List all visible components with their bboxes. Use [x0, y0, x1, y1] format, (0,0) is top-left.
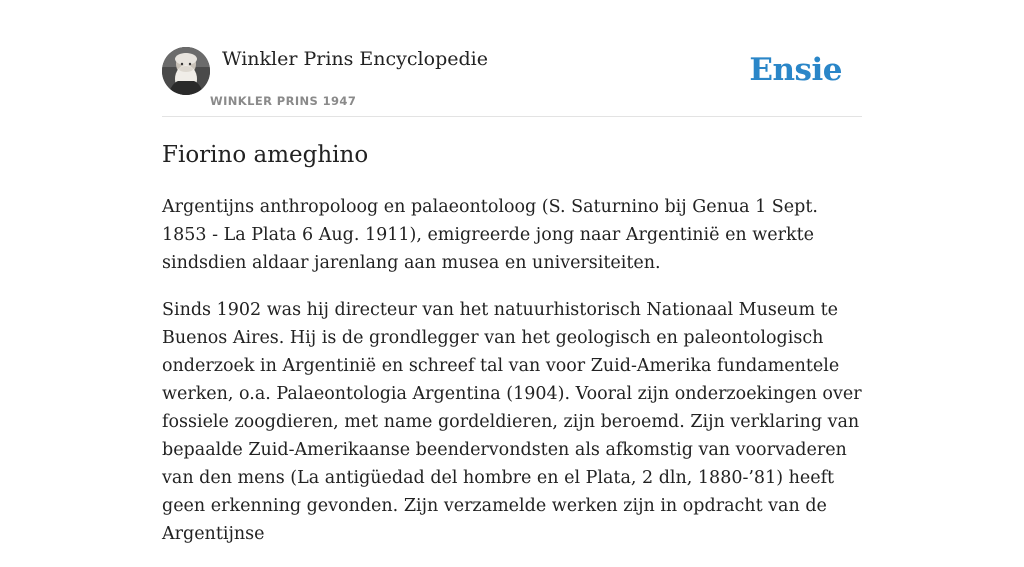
article-paragraph: Sinds 1902 was hij directeur van het natuurhistorisch Nationaal Museum te Buenos Aires. Hij is de grondlegger van het geologisch en paleontologisch onderzoek in Argentinië en schreef tal van voor Zuid-Amerika fundamentele werken, o.a. Palaeontologia Argentina (1904). Vooral zijn onderzoekingen over fossiele zoogdieren, met name gordeldieren, zijn beroemd. Zijn verklaring van bepaalde Zuid-Amerikaanse beendervondsten als afkomstig van voorvaderen van den mens (La antigüedad del hombre en el Plata, 2 dln, 1880-’81) heeft geen erkenning gevonden. Zijn verzamelde werken zijn in opdracht van de Argentijnse [162, 300, 862, 544]
article-body [162, 193, 862, 567]
site-header [162, 0, 862, 117]
article-paragraph: Argentijns anthropoloog en palaeontoloog (S. Saturnino bij Genua 1 Sept. 1853 - La Plata 6 Aug. 1911), emigreerde jong naar Argentinië en werkte sindsdien aldaar jarenlang aan musea en universiteiten. [162, 197, 818, 273]
page [162, 0, 862, 544]
site-subtitle[interactable]: WINKLER PRINS 1947 [210, 94, 357, 108]
site-title[interactable]: Winkler Prins Encyclopedie [222, 48, 488, 70]
article-title: Fiorino ameghino [162, 142, 369, 168]
brand-logo-link[interactable]: Ensie [749, 52, 842, 88]
author-avatar[interactable] [162, 47, 210, 95]
bearded-man-portrait-icon [162, 47, 210, 95]
